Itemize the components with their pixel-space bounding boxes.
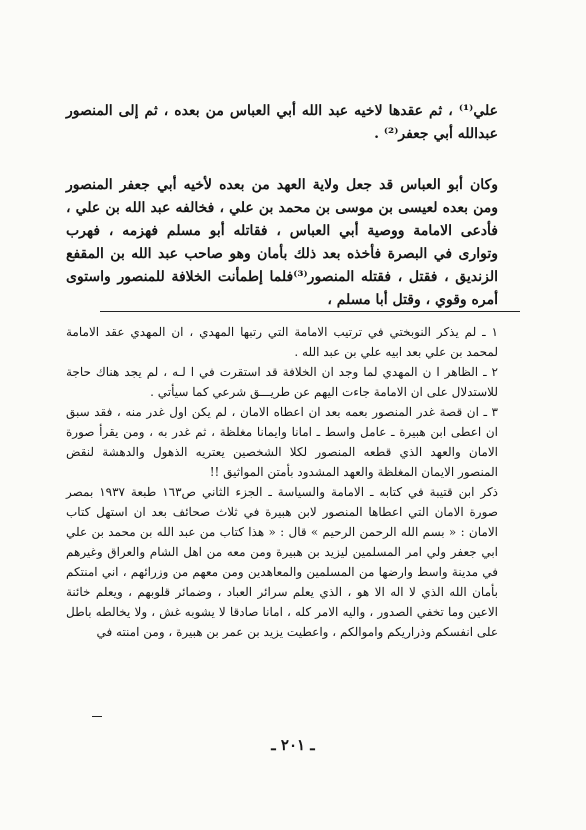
footnote-3-continuation: ذكر ابن قتيبة في كتابه ـ الامامة والسياسة ـ الجزء الثاني ص١٦٣ طبعة ١٩٣٧ بمصر صورة الامان التي اعطاها المنصور لابن هبيرة في ثلاث صحائف بعد ان استهل كتاب الامان : « بسم الله الرحمن الرحيم » قال : « هذا كتاب من عبد الله بن محمد بن علي ابي جعفر ولي امر المسلمين ليزيد بن هبيرة ومن معه من اهل الشام والعراق وغيرهم في مدينة واسط وارضها من المسلمين والمعاهدين ومن معهم من وزرائهم ، اني امنتكم بأمان الله الذي لا اله الا هو ، الذي يعلم سرائر العباد ، وضمائر قلوبهم ، ويعلم خائنة الاعين وما تخفي الصدور ، واليه الامر كله ، امانا صادقا لا يشوبه غش ، ولا يخالطه باطل على انفسكم وذراريكم واموالكم ، واعطيت يزيد بن عمر بن هبيرة ، ومن امنته في (66, 485, 498, 639)
body-paragraph-1: علي⁽¹⁾ ، ثم عقدها لاخيه عبد الله أبي العباس من بعده ، ثم إلى المنصور عبدالله أبي جعفر⁽²⁾ . (66, 103, 498, 142)
continuation-mark (92, 716, 102, 717)
footnote-1: ١ ـ لم يذكر النوبختي في ترتيب الامامة التي رتبها المهدي ، ان المهدي عقد الامامة لمحمد بن علي بعد ابيه علي بن عبد الله . (66, 325, 498, 359)
body-paragraph-2: وكان أبو العباس قد جعل ولاية العهد من بعده لأخيه أبي جعفر المنصور ومن بعده لعيسى بن موسى بن محمد بن علي ، فخالفه عبد الله بن علي ، فأدعى الامامة ووصية أبي العباس ، فقاتله أبو مسلم فهزمه ، فهرب وتوارى في البصرة فأخذه بعد ذلك بأمان وهو صاحب عبد الله بن المقفع الزنديق ، فقتل ، فقتله المنصور⁽³⁾فلما إطمأنت الخلافة للمنصور واستوى أمره وقوي ، وقتل أبا مسلم ، (66, 177, 499, 308)
footnote-2: ٢ ـ الظاهر ا ن المهدي لما وجد ان الخلافة قد استقرت في ا لـه ، لم يجد هناك حاجة للاستدلال على ان الامامة جاءت اليهم عن طريـــق شرعي كما سيأتي . (66, 365, 498, 399)
footnote-separator (100, 311, 520, 312)
page-number: ـ ٢٠١ ـ (271, 736, 315, 754)
footnote-3: ٣ ـ ان قصة غدر المنصور بعمه بعد ان اعطاه الامان ، لم يكن اول غدر منه ، فقد سبق ان اعطى ابن هبيرة ـ عامل واسط ـ امانا وايمانا مغلظة ، ثم غدر به ، ومن يقرأ صورة الامان والعهد الذي قطعه المنصور لكلا الشخصين يعتريه الذهول والدهشة لنقض المنصور الايمان المغلظة والعهد المشدود بأمتن المواثيق !! (66, 405, 498, 479)
footnotes (66, 322, 498, 642)
